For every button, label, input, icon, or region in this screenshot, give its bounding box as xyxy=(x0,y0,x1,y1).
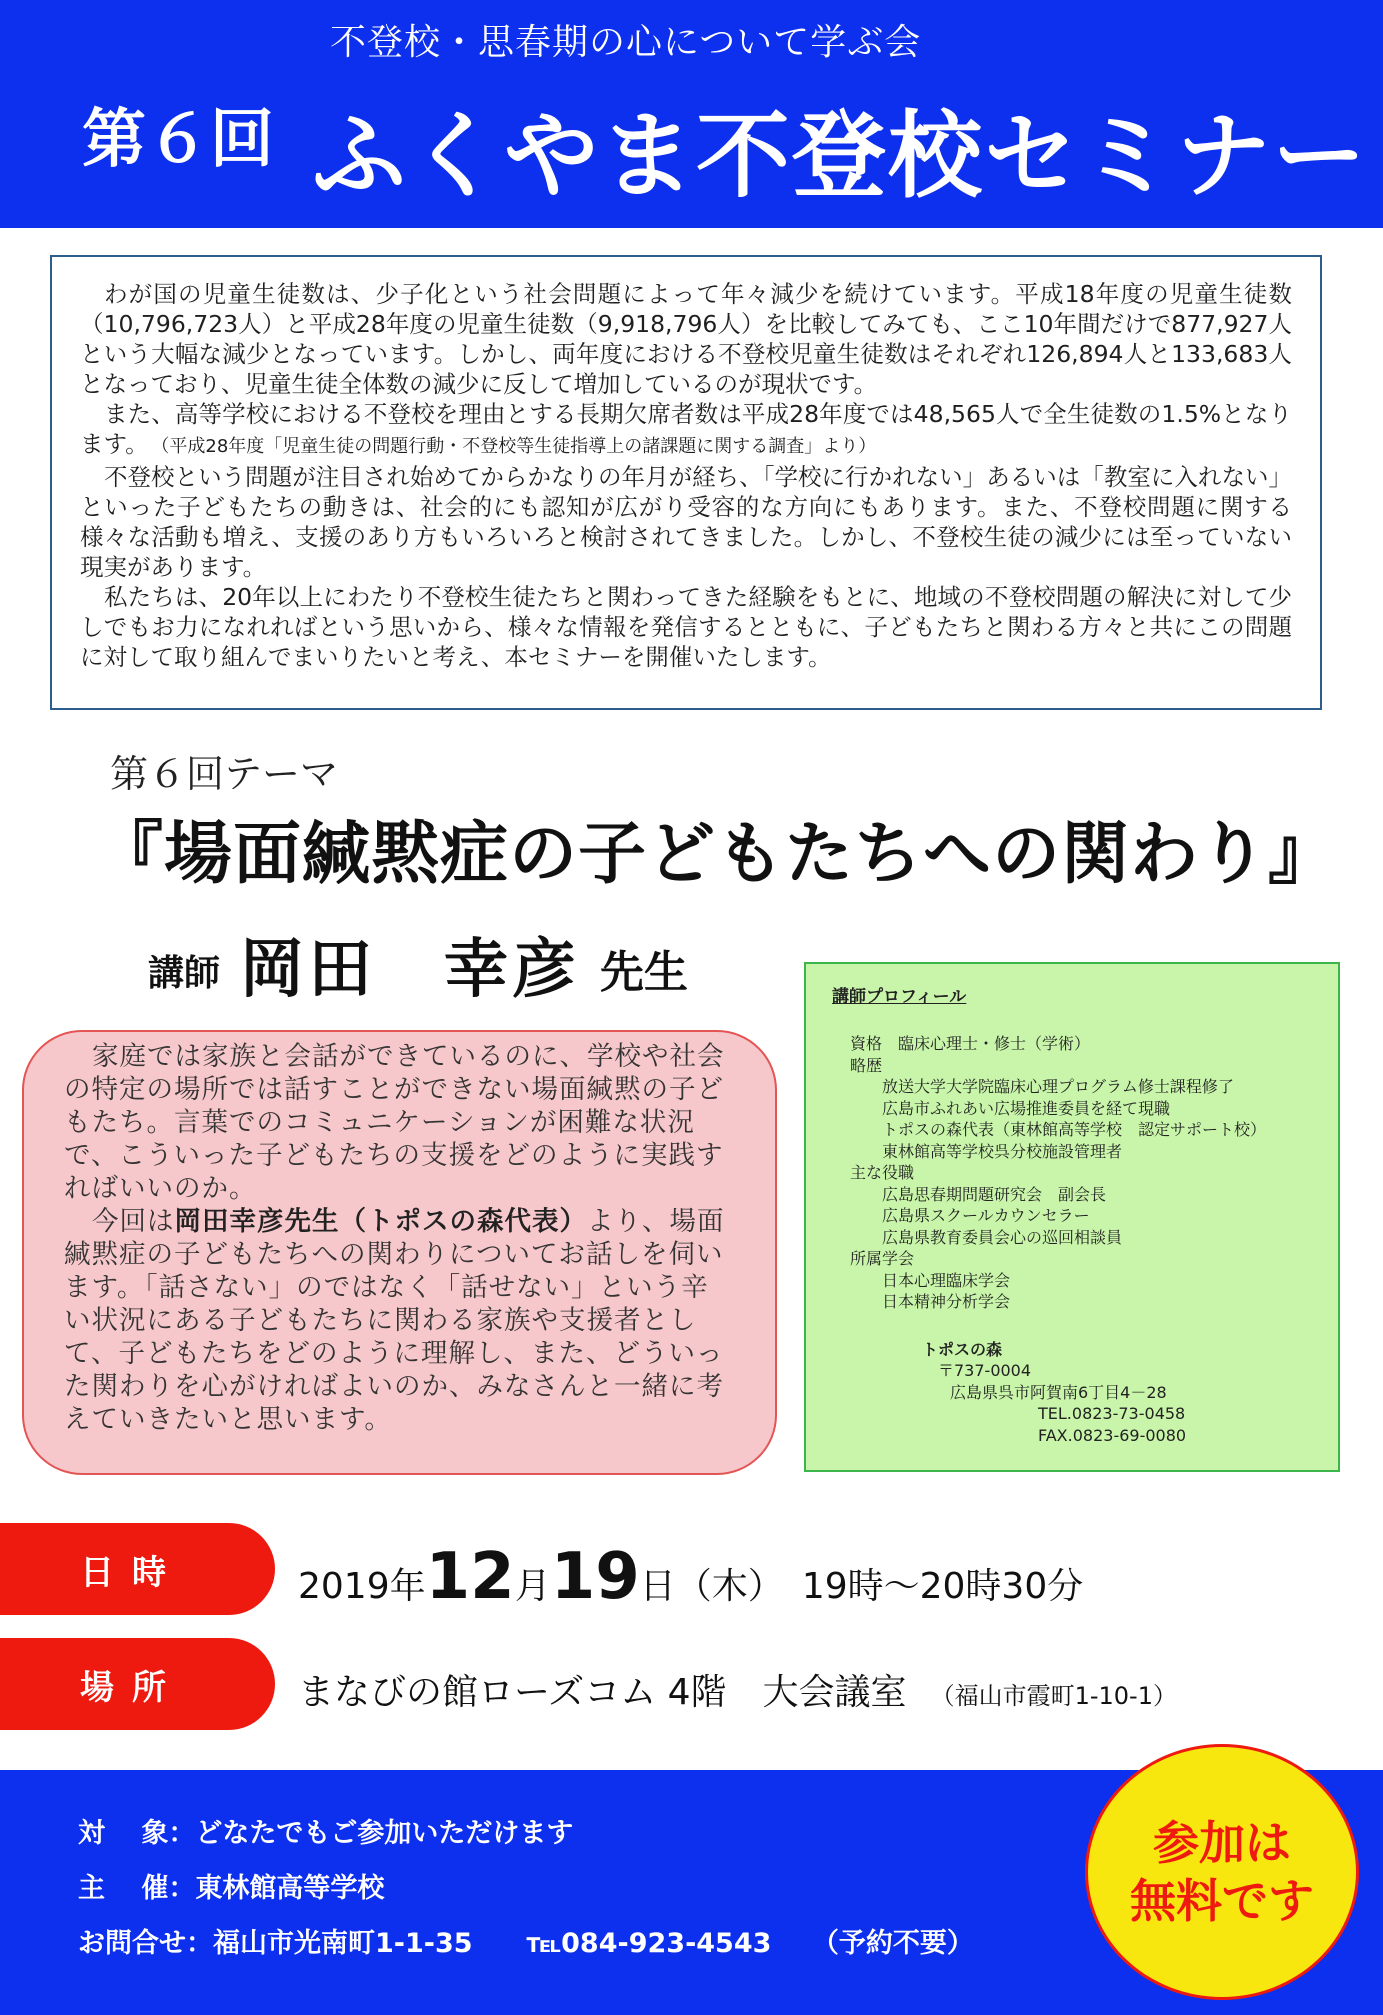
place-label-pill: 場所 xyxy=(0,1638,275,1730)
lecturer-label: 講師 xyxy=(148,953,221,994)
contact-info: お問合せ：福山市光南町1-1-35 ℡084-923-4543 （予約不要） xyxy=(78,1928,974,1959)
description-paragraph-2: 今回は岡田幸彦先生（トポスの森代表）より、場面緘黙症の子どもたちへの関わりについてお話しを伺います。「話さない」のではなく「話せない」という辛い状況にある子どもたちに関わる家族や支援者として、子どもたちをどのように理解し、また、どういった関わりを心がければよいのか、みなさんと一緒に考えていきたいと思います。 xyxy=(64,1206,725,1435)
intro-paragraph-1: わが国の児童生徒数は、少子化という社会問題によって年々減少を続けています。平成18年度の児童生徒数（10,796,723人）と平成28年度の児童生徒数（9,918,796人）を比較してみても、ここ10年間だけで877,927人という大幅な減少となっています。しかし、両年度における不登校児童生徒数はそれぞれ126,894人と133,683人となっており、児童生徒全体数の減少に反して増加しているのが現状です。 xyxy=(80,280,1292,398)
intro-paragraph-4: 私たちは、20年以上にわたり不登校生徒たちと関わってきた経験をもとに、地域の不登校問題の解決に対して少しでもお力になれればという思いから、様々な情報を発信するとともに、子どもたちと関わる方々と共にこの問題に対して取り組んでまいりたいと考え、本セミナーを開催いたします。 xyxy=(80,583,1292,671)
page-title: ふくやま不登校セミナー xyxy=(312,102,1369,211)
profile-row: 日本心理臨床学会 xyxy=(850,1270,1011,1290)
lecturer-profile-box xyxy=(804,962,1340,1472)
org-postal: 〒737-0004 xyxy=(938,1361,1032,1380)
description-paragraph-1: 家庭では家族と会話ができているのに、学校や社会の特定の場所では話すことができない場面緘黙の子どもたち。言葉でのコミュニケーションが困難な状況で、こういった子どもたちの支援をどのように実践すればいいのか。 xyxy=(64,1041,725,1204)
profile-row: 広島思春期問題研究会 副会長 xyxy=(850,1184,1107,1204)
profile-row: 資格 臨床心理士・修士（学術） xyxy=(850,1034,1091,1053)
profile-row: トポスの森代表（東林館高等学校 認定サポート校） xyxy=(850,1120,1267,1139)
venue-address: （福山市霞町1-10-1） xyxy=(942,1682,1177,1710)
intro-source-note: （平成28年度「児童生徒の問題行動・不登校等生徒指導上の諸課題に関する調査」より） xyxy=(160,436,877,457)
intro-box xyxy=(50,255,1322,710)
org-address: 広島県呉市阿賀南6丁目4－28 xyxy=(950,1382,1167,1402)
lecturer-name: 岡田 幸彦 xyxy=(240,933,580,1007)
lecturer-highlight: 岡田幸彦先生（トポスの森代表） xyxy=(174,1206,587,1237)
seminar-description xyxy=(22,1030,777,1475)
profile-row: 所属学会 xyxy=(850,1249,915,1268)
event-datetime: 2019年12月19日（木） 19時～20時30分 xyxy=(298,1540,1084,1614)
org-name: トポスの森 xyxy=(922,1339,1003,1359)
profile-row: 日本精神分析学会 xyxy=(850,1292,1011,1311)
theme-label: 第６回テーマ xyxy=(110,752,339,796)
profile-row: 広島県教育委員会心の巡回相談員 xyxy=(850,1227,1123,1247)
org-fax: FAX.0823-69-0080 xyxy=(1038,1425,1187,1445)
header-subtitle: 不登校・思春期の心について学ぶ会 xyxy=(330,22,922,63)
intro-paragraph-2: また、高等学校における不登校を理由とする長期欠席者数は平成28年度では48,565人で全生徒数の1.5%となります。 （平成28年度「児童生徒の問題行動・不登校等生徒指導上の諸課題に関する調査」より） xyxy=(80,400,1292,458)
organizer: 主 催：東林館高等学校 xyxy=(78,1873,385,1904)
theme-title: 『場面緘黙症の子どもたちへの関わり』 xyxy=(95,815,1338,894)
date-label-pill: 日時 xyxy=(0,1523,275,1615)
event-venue: まなびの館ローズコム 4階 大会議室 （福山市霞町1-10-1） xyxy=(298,1672,1177,1713)
lecturer-honorific: 先生 xyxy=(600,947,688,998)
profile-title: 講師プロフィール xyxy=(832,987,967,1007)
free-admission-badge: 参加は 無料です xyxy=(1085,1744,1359,2000)
intro-paragraph-3: 不登校という問題が注目され始めてからかなりの年月が経ち、「学校に行かれない」あるいは「教室に入れない」といった子どもたちの動きは、社会的にも認知が広がり受容的な方向にもあります。また、不登校問題に関する様々な活動も増え、支援のあり方もいろいろと検討されてきました。しかし、不登校生徒の減少には至っていない現実があります。 xyxy=(80,463,1292,581)
edition-label: 第６回 xyxy=(82,103,274,177)
profile-row: 広島市ふれあい広場推進委員を経て現職 xyxy=(850,1098,1171,1118)
org-tel: TEL.0823-73-0458 xyxy=(1038,1404,1186,1423)
target-audience: 対 象：どなたでもご参加いただけます xyxy=(78,1818,574,1849)
profile-row: 主な役職 xyxy=(850,1163,915,1182)
profile-row: 東林館高等学校呉分校施設管理者 xyxy=(850,1141,1123,1161)
profile-row: 略歴 xyxy=(850,1055,883,1075)
profile-row: 放送大学大学院臨床心理プログラム修士課程修了 xyxy=(850,1077,1234,1096)
profile-row: 広島県スクールカウンセラー xyxy=(850,1206,1090,1225)
